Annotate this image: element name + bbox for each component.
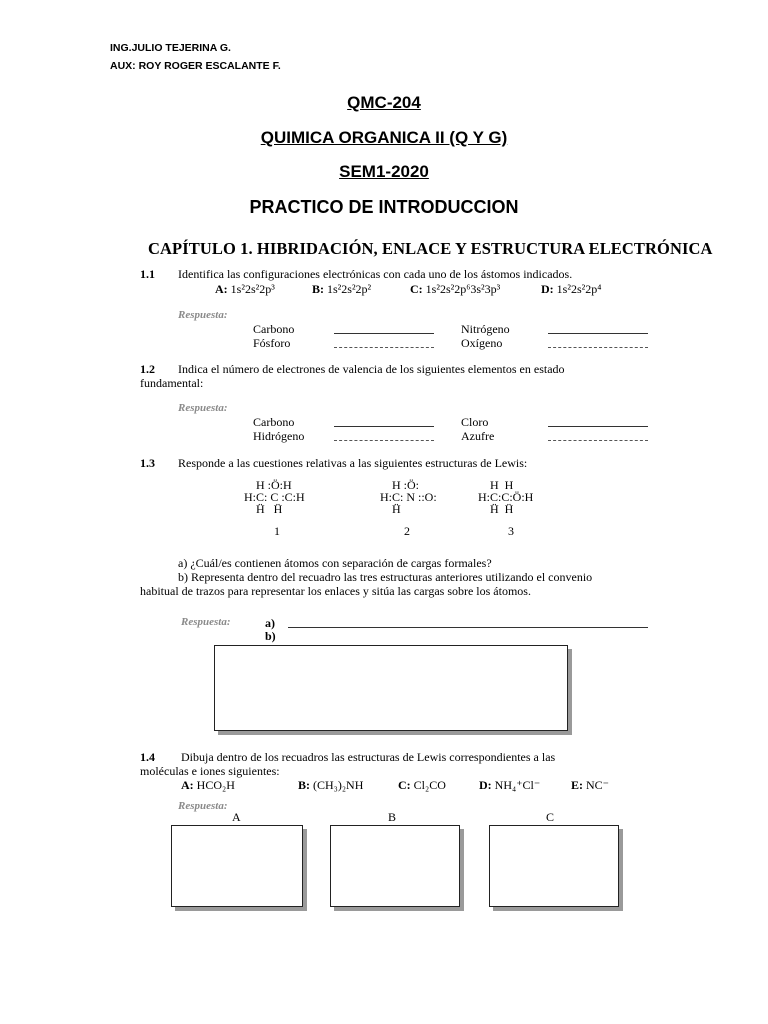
lewis-structure-2: H :Ö: H:C: N ::O: Ḧ [380,478,437,516]
answer-line[interactable] [548,333,648,334]
answer-line[interactable] [548,440,648,441]
answer-line[interactable] [548,426,648,427]
structure-label-1: 1 [274,524,280,538]
item-hidrogeno: Hidrógeno [253,429,305,443]
structure-label-3: 3 [508,524,514,538]
option-b: B: (CH₃)₂NH [298,778,364,792]
answer-a-label: a) [265,616,275,630]
answer-line[interactable] [334,426,434,427]
option-b: B: 1s²2s²2p² [312,282,372,296]
answer-b-label: b) [265,629,276,643]
question-number: 1.3 [140,456,155,470]
box-label-b: B [388,810,397,824]
option-e: E: NC⁻ [571,778,610,792]
item-fosforo: Fósforo [253,336,291,350]
course-name: QUIMICA ORGANICA II (Q Y G) [260,128,508,147]
box-label-c: C [546,810,555,824]
answer-line[interactable] [288,627,648,628]
option-c: C: 1s²2s²2p⁶3s²3p³ [410,282,501,296]
answer-line[interactable] [334,440,434,441]
respuesta-label: Respuesta: [181,616,231,628]
option-d: D: 1s²2s²2p⁴ [541,282,602,296]
chapter-heading: CAPÍTULO 1. HIBRIDACIÓN, ENLACE Y ESTRUCTURA ELECTRÓNICA [148,239,713,258]
item-azufre: Azufre [461,429,495,443]
question-text: Indica el número de electrones de valencia de los siguientes elementos en estado [178,362,565,376]
option-c: C: Cl₂CO [398,778,446,792]
answer-box-a[interactable] [171,825,303,907]
item-carbono: Carbono [253,415,295,429]
question-number: 1.1 [140,267,155,281]
answer-box-b[interactable] [214,645,568,731]
subquestion-a: a) ¿Cuál/es contienen átomos con separación de cargas formales? [178,556,492,570]
subquestion-b-cont: habitual de trazos para representar los enlaces y sitúa las cargas sobre los átomos. [140,584,531,598]
question-text-cont: fundamental: [140,376,204,390]
item-cloro: Cloro [461,415,489,429]
question-number: 1.4 [140,750,155,764]
question-text-cont: moléculas e iones siguientes: [140,764,280,778]
question-number: 1.2 [140,362,155,376]
item-oxigeno: Oxígeno [461,336,503,350]
assistant-line: AUX: ROY ROGER ESCALANTE F. [110,60,281,72]
answer-line[interactable] [334,333,434,334]
answer-box-b[interactable] [330,825,460,907]
question-text: Identifica las configuraciones electrónicas con cada uno de los ástomos indicados. [178,267,573,281]
question-text: Responde a las cuestiones relativas a las siguientes estructuras de Lewis: [178,456,528,470]
subquestion-b: b) Representa dentro del recuadro las tres estructuras anteriores utilizando el convenio [178,570,593,584]
item-nitrogeno: Nitrógeno [461,322,510,336]
box-label-a: A [232,810,241,824]
lewis-structure-3: H H H:C:C:Ö:H Ḧ Ḧ [478,478,534,516]
question-text: Dibuja dentro de los recuadros las estructuras de Lewis correspondientes a las [181,750,556,764]
structure-label-2: 2 [404,524,410,538]
respuesta-label: Respuesta: [178,800,228,812]
respuesta-label: Respuesta: [178,402,228,414]
answer-line[interactable] [334,347,434,348]
option-d: D: NH₄⁺Cl⁻ [479,778,541,792]
practice-title: PRACTICO DE INTRODUCCION [249,197,519,217]
author-line: ING.JULIO TEJERINA G. [110,42,231,54]
option-a: A: 1s²2s²2p³ [215,282,275,296]
item-carbono: Carbono [253,322,295,336]
respuesta-label: Respuesta: [178,309,228,321]
course-code: QMC-204 [347,93,421,112]
option-a: A: HCO₂H [181,778,235,792]
answer-box-c[interactable] [489,825,619,907]
semester: SEM1-2020 [339,162,429,181]
lewis-structure-1: H :Ö:H H:C: C :C:H Ḧ Ḧ [244,478,305,516]
answer-line[interactable] [548,347,648,348]
